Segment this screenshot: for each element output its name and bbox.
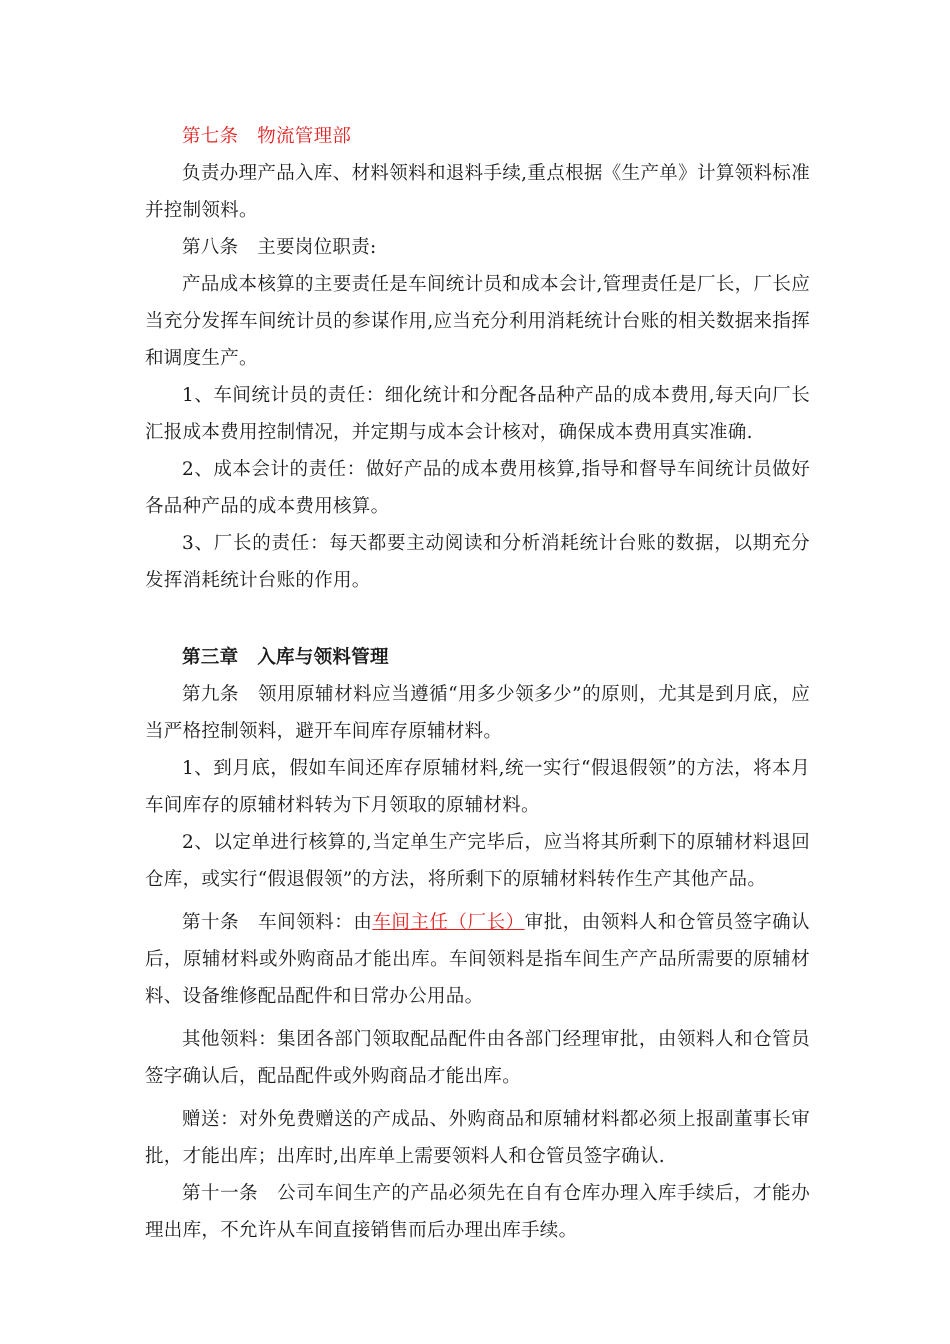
article-10-suffix: 审批，由领料人和仓管员签字确认后，原辅材料或外购商品才能出库。车间领料是指车间生产产品所需要的原辅材料、设备维修配品配件和日常办公用品。 — [145, 912, 810, 1007]
document-page — [145, 118, 810, 1249]
article-8-item-1: 1、车间统计员的责任：细化统计和分配各品种产品的成本费用,每天向厂长汇报成本费用控制情况，并定期与成本会计核对，确保成本费用真实准确. — [145, 385, 810, 443]
article-9-item-2: 2、以定单进行核算的,当定单生产完毕后，应当将其所剩下的原辅材料退回仓库，或实行“假退假领”的方法，将所剩下的原辅材料转作生产其他产品。 — [145, 832, 810, 890]
article-8-item-3: 3、厂长的责任：每天都要主动阅读和分析消耗统计台账的数据，以期充分发挥消耗统计台账的作用。 — [145, 533, 810, 591]
article-8-body: 产品成本核算的主要责任是车间统计员和成本会计,管理责任是厂长，厂长应当充分发挥车间统计员的参谋作用,应当充分利用消耗统计台账的相关数据来指挥和调度生产。 — [145, 274, 810, 369]
article-10-prefix: 第十条 车间领料：由 — [182, 912, 373, 933]
article-8-item-2: 2、成本会计的责任：做好产品的成本费用核算,指导和督导车间统计员做好各品种产品的成本费用核算。 — [145, 459, 810, 517]
workshop-director-highlight: 车间主任（厂长） — [372, 912, 525, 933]
article-8-heading: 第八条 主要岗位职责: — [182, 237, 377, 258]
article-10-gift: 赠送：对外免费赠送的产成品、外购商品和原辅材料都必须上报副董事长审批，才能出库；出库时,出库单上需要领料人和仓管员签字确认. — [145, 1109, 810, 1167]
article-7-body: 负责办理产品入库、材料领料和退料手续,重点根据《生产单》计算领料标准并控制领料。 — [145, 163, 810, 221]
article-10-body — [145, 904, 810, 1015]
article-11-body: 第十一条 公司车间生产的产品必须先在自有仓库办理入库手续后，才能办理出库，不允许从车间直接销售而后办理出库手续。 — [145, 1183, 810, 1241]
article-9-body: 第九条 领用原辅材料应当遵循“用多少领多少”的原则，尤其是到月底，应当严格控制领料，避开车间库存原辅材料。 — [145, 684, 810, 742]
article-10-other-requisition: 其他领料：集团各部门领取配品配件由各部门经理审批，由领料人和仓管员签字确认后，配品配件或外购商品才能出库。 — [145, 1029, 810, 1087]
article-7-heading: 第七条 物流管理部 — [182, 126, 352, 147]
chapter-3-title: 第三章 入库与领料管理 — [182, 647, 389, 668]
article-9-item-1: 1、到月底，假如车间还库存原辅材料,统一实行“假退假领”的方法，将本月车间库存的原辅材料转为下月领取的原辅材料。 — [145, 758, 810, 816]
